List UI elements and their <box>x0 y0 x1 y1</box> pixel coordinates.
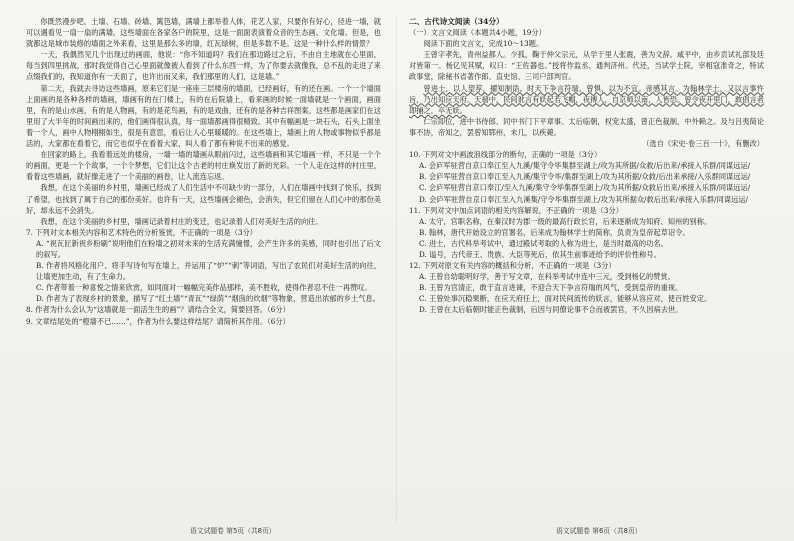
right-page <box>409 16 764 521</box>
option-c: C. 王曾处事沉稳果断，在应天府任上，面对民间流传的妖言，能够从容应对，使百姓安定。 <box>419 294 712 304</box>
option-b: B. 作者将风格化用户、将手写诗句写在墙上，并运用了“炉”“刺”等词语，写出了农民们对美好生活的向往，让墙更加生动，有了生命力。 <box>36 261 381 282</box>
option-c: C. 会庐军驻营自京口奉江/至入九溪/集守令毕集群至湖上/攻为其所据/众救后出来/承接入乐群/同谋远运/ <box>419 183 751 193</box>
option-d: D. 会庐军驻营自京口奉江至入九溪集/守令毕集群至湖上/攻为其所据众/救后出来/承接入乐群/同谋远运/ <box>419 194 749 204</box>
option-a: A. 会庐军驻营自京口奉江至入九溪/集守令毕集群至湖上/攻为其所据/众救/后出来/承接入乐群/同谋远运/ <box>419 161 751 171</box>
page-divider <box>396 14 397 524</box>
option-b: B. 王曾为官清正，敢于直言进谏，不迎合天下争言符瑞的风气，受到皇帝的重视。 <box>419 283 683 293</box>
classical-paragraph: 曾进士，以人望荐，擢知制诰。时天下争言符瑞，曾惧，以为不宜。帝感其言。为翰林学士，又以言事忤旨，乃出知应天府。天禧中，民间讹言有妖起若飞帽，夜搏人，自京师以南，人皆恐。曾令夜开里门，敢倡言者即捕之，卒无妖。 <box>409 83 764 115</box>
question-9: 9. 文章结尾处的“橙墙不已……”，作者为什么要这样结尾？请简析其作用。（6分） <box>26 316 290 326</box>
source-note: （选自《宋史·卷三百一十》，有删改） <box>642 139 764 149</box>
sub-title: （一）文言文阅读（本题共4小题，19分） <box>409 28 546 38</box>
option-d: D. 作者为了表现乡村的景象，描写了“红土墙”“青瓦”“绿荫”“烟囱的炊烟”等物象，营造出浓郁的乡土气息。 <box>36 294 380 304</box>
question-7: 7. 下列对文本相关内容和艺术特色的分析鉴赏，不正确的一项是（3分） <box>26 227 258 237</box>
question-11: 11. 下列对文中加点词语的相关内容解说，不正确的一项是（3分） <box>409 205 623 215</box>
page-footer-left: 语文试题卷 第5页（共8页） <box>190 527 276 535</box>
question-8: 8. 作者为什么会认为“这墙就是一面活生生的画”？请结合全文，简要回答。（6分） <box>26 305 290 315</box>
instruction: 阅读下面的文言文，完成10～13题。 <box>423 39 544 49</box>
left-page <box>26 16 381 521</box>
option-b: B. 会庐军驻营自京口奉江至入九溪/集守令毕/集群至湖上/攻为其所据/众救/后出来承接/入乐群同谋远运/ <box>419 172 751 182</box>
question-10: 10. 下列对文中画波浪线部分的断句，正确的一项是（3分） <box>409 150 602 160</box>
passage-paragraph: 第二天，我就去寻访这些墙画，原来它们是一座座三层楼房的墙面，已经画好，有的还在画。一个一个墙面上面画的是各种各样的墙画，墙画有的在门楼上，有的在后院墙上，看来画的时候一面墙就是一个画面，画面里，有的是山水画，有的是人物画，有的是花鸟画，有的是戏曲，还有的是各种吉祥图案。这些都是画家们在这里用了大半年的时间画出来的，他们画得很认真，每一面墙都画得很精致。其中有幅画是一块石头，石头上面坐着一个人，画中人物栩栩如生，很是有意思，看后让人心里暖暖的。在这些墙上，墙画上的人物或事物似乎都是活的，大家都在看着它，而它也似乎在看着大家，叫人看了都有种说不出来的感觉。 <box>26 83 381 149</box>
option-a: A. 太守，官职名称，在秦汉时为郡一级的最高行政长官，后来逐渐成为知府、知州的别称。 <box>419 216 712 226</box>
passage-paragraph: 我想，在这个美丽的乡村里，墙画已经成了人们生活中不可缺少的一部分，人们在墙画中找到了快乐，找到了希望，也找到了属于自己的那份美好。也许有一天，这些墙画会褪色，会消失，但它们留在人们心中的那份美好，却永远不会消失。 <box>26 183 381 215</box>
option-c: C. 作者带着一种喜悦之情来欣赏，如同面对一幅幅完美作品那样，美不胜收，使得作者忍不住一再赞叹。 <box>36 283 372 293</box>
passage-paragraph: 在回家的路上，我看着远处的楼房，一墙一墙的墙画从眼前闪过，这些墙画和其它墙画一样，不只是一个个的画面，更是一个个故事，一个个梦想，它们让这个古老的村庄焕发出了新的光彩。一个人走在这样的村庄里，看着这些墙画，就好像走进了一个美丽的画卷，让人流连忘返。 <box>26 150 381 182</box>
passage-paragraph: 一天，我偶然见几个出现过的画面，他说：“你不知道吗？我们在那边路过之后，不由自主地就在心里面，每当到四里挑战，那时我觉得自己心里面就像被人看到了什么东西一样，为了你要去就像我，总不乱的走进了来点缀我们的，我知道你有一天面了，也许出而又来，我们那里的人们，这是墙。” <box>26 50 381 82</box>
option-a: A. 王曾自幼聪明好学，善于写文章，在科举考试中连中三元，受到杨亿的赞赏。 <box>419 272 675 282</box>
classical-paragraph: 仁宗即位，进中书侍郎、同中书门下平章事。太后临朝，权宠太盛，曾正色裁制，中外赖之。及与吕夷简论事不协，帝知之，罢曾知郓州，未几，以疾薨。 <box>409 116 764 137</box>
page-footer-right: 语文试题卷 第6页（共8页） <box>556 527 642 535</box>
option-d: D. 王曾在太后临朝时能正色裁制，后因与同僚论事不合而被罢官，不久因病去世。 <box>419 305 683 315</box>
section-title: 二、古代诗文阅读（34分） <box>409 17 504 26</box>
option-d: D. 谥号，古代帝王、贵族、大臣等死后，依其生前事迹给予的评价性称号。 <box>419 249 661 259</box>
passage-paragraph: 我想，在这个美丽的乡村里，墙画记录着村庄的变迁，也记录着人们对美好生活的向往。 <box>40 216 323 226</box>
question-12: 12. 下列对原文有关内容的概括和分析，不正确的一项是（3分） <box>409 261 616 271</box>
option-a: A. “祝瓦匠新祝乡粉刷”说明他们在粉墙之初对未来的生活充满憧憬，会产生许多的美感，同时也引出了后文的叙写。 <box>36 238 381 259</box>
classical-paragraph: 王曾字孝先，青州益都人。少孤，鞠于仲父宗元，从学于里人张震，善为文辞。咸平中，由乡贡试礼部及廷对皆第一。杨亿见其赋，叹曰：“王佐器也。”授将作监丞、通判济州。代还，当试学士院，宰相寇准奇之，特试政事堂，除秘书省著作郎、直史馆、三司户部判官。 <box>409 50 764 82</box>
passage-paragraph: 你既然漫步吧，土墙、石墙、砖墙、篱笆墙，满墙上都举着人体，花艺人家，只要你有好心，径进一墙，就可以遇看见一扇一扇的满墙，这些墙面在各家各户的院里，这是一面面表演着众音的生态画、文化墙。但是，也就都这是城市装修的墙面之外来看，这里是那么多的墙，红瓦绿树，但是多数不是。这是一种什么样的情景？ <box>26 17 381 49</box>
option-b: B. 翰林，唐代开始设立的官署名，后来成为翰林学士的简称，负责为皇帝起草诏令。 <box>419 227 690 237</box>
option-c: C. 进士，古代科举考试中，通过殿试考取的人称为进士，是当时最高的功名。 <box>419 238 668 248</box>
